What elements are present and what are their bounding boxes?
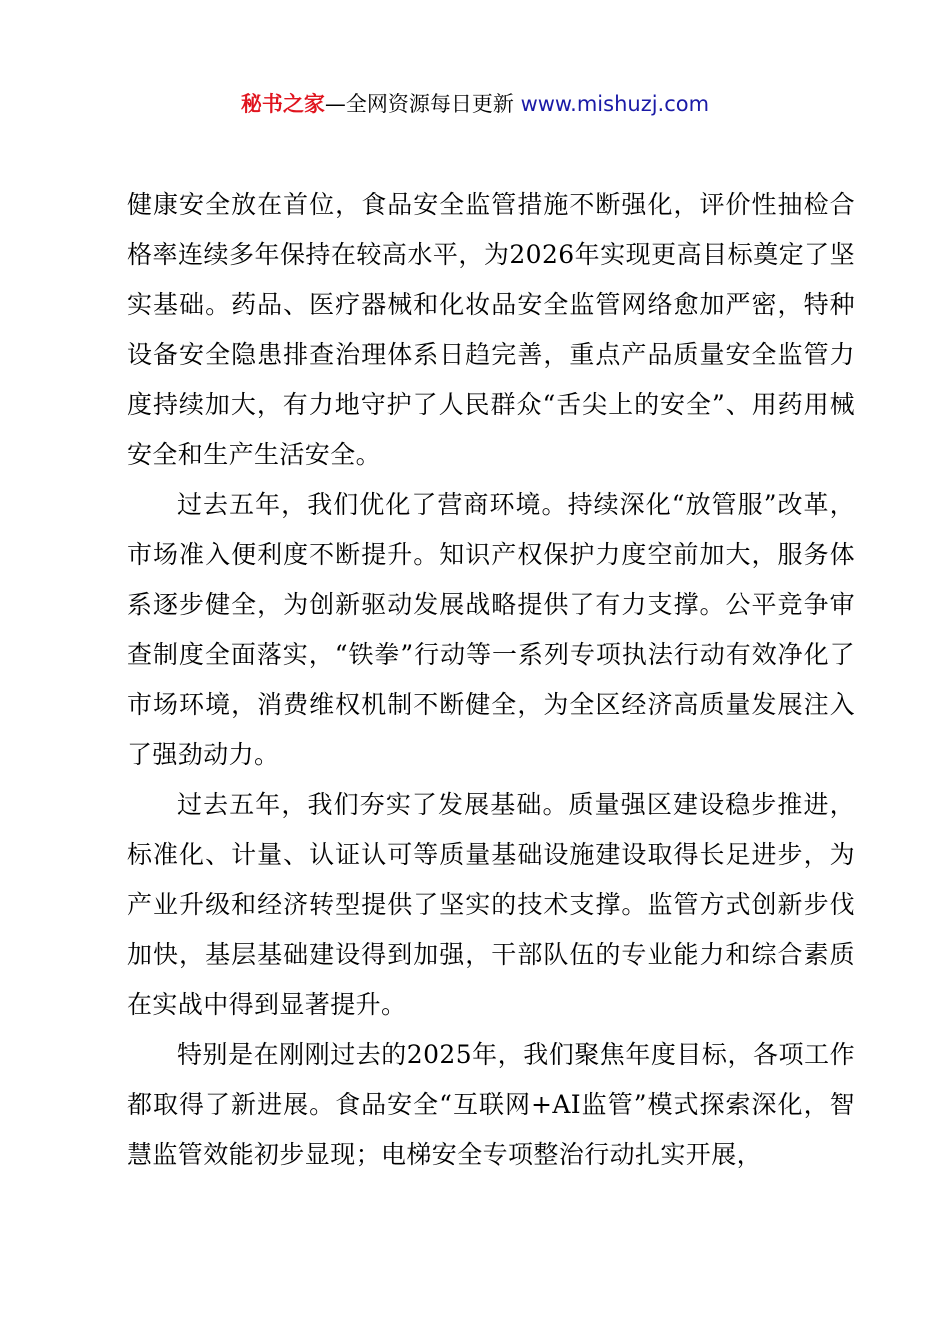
brand-name: 秘书之家 bbox=[240, 92, 325, 116]
header-tagline: —全网资源每日更新 bbox=[324, 92, 521, 116]
paragraph-business-environment: 过去五年，我们优化了营商环境。持续深化“放管服”改革，市场准入便利度不断提升。知识产权保护力度空前加大，服务体系逐步健全，为创新驱动发展战略提供了有力支撑。公平竞争审查制度全面落实，“铁拳”行动等一系列专项执法行动有效净化了市场环境，消费维权机制不断健全，为全区经济高质量发展注入了强劲动力。 bbox=[127, 490, 855, 769]
document-body bbox=[127, 180, 855, 1180]
paragraph-development-foundation: 过去五年，我们夯实了发展基础。质量强区建设稳步推进，标准化、计量、认证认可等质量基础设施建设取得长足进步，为产业升级和经济转型提供了坚实的技术支撑。监管方式创新步伐加快，基层基础建设得到加强，干部队伍的专业能力和综合素质在实战中得到显著提升。 bbox=[127, 790, 855, 1019]
site-url-link[interactable]: www.mishuzj.com bbox=[520, 92, 710, 116]
site-header bbox=[0, 88, 950, 120]
paragraph-continued: 健康安全放在首位，食品安全监管措施不断强化，评价性抽检合格率连续多年保持在较高水平，为2026年实现更高目标奠定了坚实基础。药品、医疗器械和化妆品安全监管网络愈加严密，特种设备安全隐患排查治理体系日趋完善，重点产品质量安全监管力度持续加大，有力地守护了人民群众“舌尖上的安全”、用药用械安全和生产生活安全。 bbox=[127, 190, 855, 469]
paragraph-2025-progress: 特别是在刚刚过去的2025年，我们聚焦年度目标，各项工作都取得了新进展。食品安全“互联网+AI监管”模式探索深化，智慧监管效能初步显现；电梯安全专项整治行动扎实开展， bbox=[127, 1040, 855, 1169]
